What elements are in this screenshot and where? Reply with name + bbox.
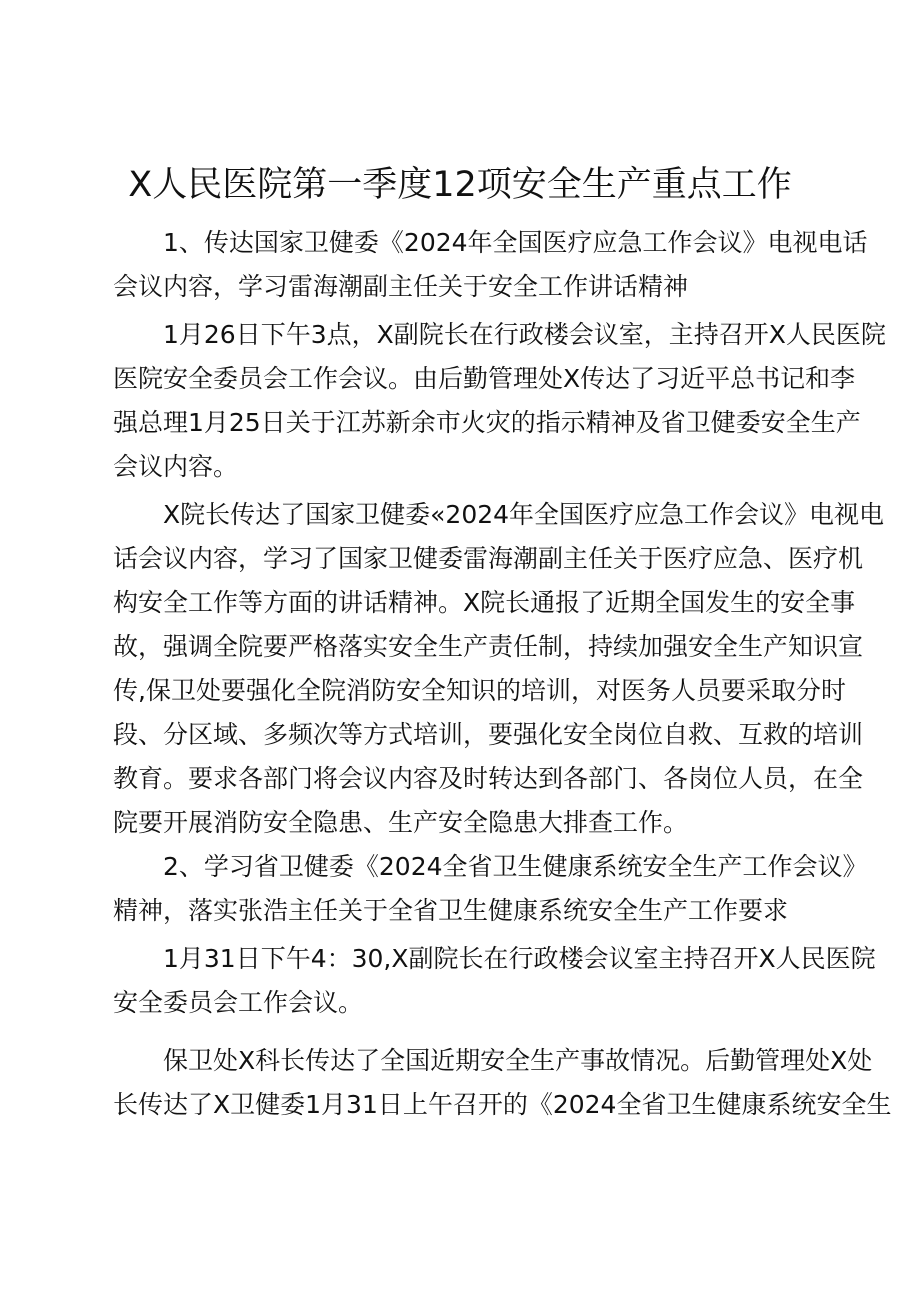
paragraph-line: 会议内容，学习雷海潮副主任关于安全工作讲话精神 (113, 272, 689, 301)
paragraph-line: 2、学习省卫健委《2024全省卫生健康系统安全生产工作会议》 (113, 852, 868, 881)
paragraph-2 (113, 313, 886, 489)
paragraph-line: 1、传达国家卫健委《2024年全国医疗应急工作会议》电视电话 (113, 228, 868, 257)
paragraph-line: 构安全工作等方面的讲话精神。X院长通报了近期全国发生的安全事 (113, 588, 856, 617)
paragraph-line: 教育。要求各部门将会议内容及时转达到各部门、各岗位人员，在全 (113, 764, 864, 793)
paragraph-line: 保卫处X科长传达了全国近期安全生产事故情况。后勤管理处X处 (113, 1046, 873, 1075)
paragraph-4 (113, 845, 868, 933)
paragraph-line: 安全委员会工作会议。 (113, 988, 364, 1017)
paragraph-line: X院长传达了国家卫健委«2024年全国医疗应急工作会议》电视电 (113, 500, 885, 529)
paragraph-line: 话会议内容，学习了国家卫健委雷海潮副主任关于医疗应急、医疗机 (113, 544, 864, 573)
paragraph-line: 段、分区域、多频次等方式培训，要强化安全岗位自救、互救的培训 (113, 720, 864, 749)
paragraph-6 (113, 1039, 892, 1127)
paragraph-line: 1月26日下午3点，X副院长在行政楼会议室，主持召开X人民医院 (113, 320, 886, 349)
document-body (113, 221, 892, 1127)
paragraph-line: 会议内容。 (113, 452, 239, 481)
paragraph-line: 故，强调全院要严格落实安全生产责任制，持续加强安全生产知识宣 (113, 632, 864, 661)
paragraph-line: 传,保卫处要强化全院消防安全知识的培训，对医务人员要采取分时 (113, 676, 846, 705)
paragraph-line: 长传达了X卫健委1月31日上午召开的《2024全省卫生健康系统安全生 (113, 1090, 892, 1119)
paragraph-line: 1月31日下午4：30,X副院长在行政楼会议室主持召开X人民医院 (113, 944, 876, 973)
paragraph-line: 院要开展消防安全隐患、生产安全隐患大排查工作。 (113, 808, 689, 837)
document-title: X人民医院第一季度12项安全生产重点工作 (128, 165, 792, 205)
paragraph-line: 医院安全委员会工作会议。由后勤管理处X传达了习近平总书记和李 (113, 364, 856, 393)
paragraph-3 (113, 493, 885, 845)
paragraph-line: 精神，落实张浩主任关于全省卫生健康系统安全生产工作要求 (113, 896, 789, 925)
paragraph-1 (113, 221, 868, 309)
paragraph-5 (113, 937, 876, 1025)
paragraph-line: 强总理1月25日关于江苏新余市火灾的指示精神及省卫健委安全生产 (113, 408, 861, 437)
